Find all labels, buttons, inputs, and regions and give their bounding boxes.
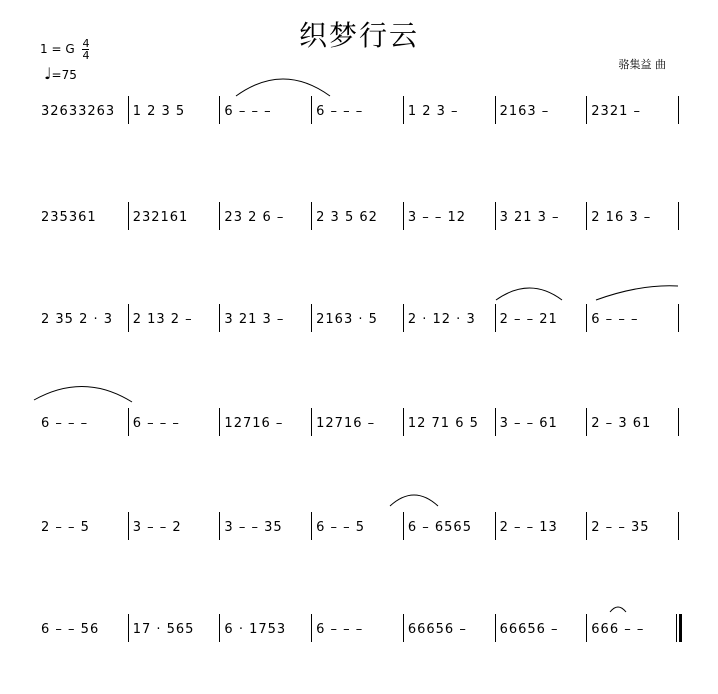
measure: [405, 614, 497, 654]
measure-notes: 232161: [132, 210, 189, 225]
music-line: [0, 408, 718, 448]
slur-mark: [496, 288, 562, 300]
measure-notes: 1 2 3 5: [132, 104, 186, 119]
measure: [38, 202, 130, 242]
measure-notes: 3 21 3 –: [224, 312, 285, 327]
barline: [311, 202, 312, 230]
measure: [38, 96, 130, 136]
measure: [497, 202, 589, 242]
barline: [219, 408, 220, 436]
measure-notes: 66656 –: [407, 622, 467, 637]
measure-notes: 17 · 565: [132, 622, 195, 637]
barline: [311, 408, 312, 436]
measure: [497, 408, 589, 448]
measure-notes: 12 71 6 5: [407, 416, 479, 431]
measure: [221, 304, 313, 344]
barline: [678, 304, 679, 332]
measure: [497, 304, 589, 344]
measure-notes: 66656 –: [499, 622, 559, 637]
measure-notes: 6 – – –: [591, 312, 639, 327]
measure-notes: 3 – – 12: [407, 210, 467, 225]
barline: [586, 408, 587, 436]
barline: [403, 408, 404, 436]
barline: [495, 96, 496, 124]
barline: [219, 96, 220, 124]
measure-notes: 12716 –: [316, 416, 376, 431]
barline: [495, 614, 496, 642]
measure-notes: 2 35 2 · 3: [41, 312, 114, 327]
measure: [38, 408, 130, 448]
measure-notes: 2 · 12 · 3: [407, 312, 476, 327]
measure-notes: 2 – – 13: [499, 520, 558, 535]
fermata-mark: [610, 607, 626, 612]
measure: [588, 96, 680, 136]
measure: [313, 614, 405, 654]
final-barline: [676, 614, 682, 642]
barline: [495, 304, 496, 332]
barline: [586, 614, 587, 642]
barline: [678, 202, 679, 230]
tempo-value: =75: [51, 68, 77, 82]
barline: [586, 96, 587, 124]
measure-notes: 666 – –: [591, 622, 645, 637]
measure: [38, 304, 130, 344]
measure-notes: 2 16 3 –: [591, 210, 652, 225]
barline: [403, 304, 404, 332]
measure: [405, 408, 497, 448]
measure: [497, 96, 589, 136]
barline: [403, 202, 404, 230]
measure: [588, 408, 680, 448]
key-label: 1 = G: [40, 42, 75, 56]
barline: [678, 96, 679, 124]
measure: [588, 304, 680, 344]
measure: [405, 512, 497, 552]
measure: [313, 202, 405, 242]
barline: [678, 408, 679, 436]
composer-credit: 骆集益 曲: [618, 58, 666, 71]
measure-notes: 2 – – 35: [591, 520, 650, 535]
measure-notes: 32633263: [41, 104, 116, 119]
measure: [130, 408, 222, 448]
music-line: [0, 512, 718, 552]
measure: [221, 512, 313, 552]
barline: [128, 202, 129, 230]
measure-notes: 6 – – –: [316, 104, 364, 119]
measure-notes: 3 – – 2: [132, 520, 182, 535]
barline: [495, 512, 496, 540]
measure: [588, 512, 680, 552]
measure: [497, 512, 589, 552]
barline: [128, 512, 129, 540]
tempo-marking: [44, 64, 77, 83]
measure-notes: 6 – – 5: [316, 520, 366, 535]
measure-notes: 6 – – –: [132, 416, 180, 431]
measure: [221, 202, 313, 242]
barline: [311, 304, 312, 332]
measure-notes: 3 21 3 –: [499, 210, 560, 225]
measure-notes: 2163 · 5: [316, 312, 378, 327]
measure-notes: 2 3 5 62: [316, 210, 378, 225]
measure: [130, 304, 222, 344]
slur-mark: [236, 79, 330, 96]
score-title: 织梦行云: [298, 19, 419, 52]
measure-notes: 6 – – –: [224, 104, 272, 119]
measure: [313, 304, 405, 344]
barline: [219, 202, 220, 230]
barline: [678, 512, 679, 540]
barline: [495, 408, 496, 436]
slur-mark: [390, 495, 438, 506]
measure: [221, 408, 313, 448]
barline: [586, 202, 587, 230]
barline: [128, 304, 129, 332]
music-line: [0, 614, 718, 654]
measure-notes: 6 · 1753: [224, 622, 287, 637]
measure-notes: 23 2 6 –: [224, 210, 285, 225]
barline: [403, 96, 404, 124]
measure-notes: 6 – – –: [316, 622, 364, 637]
measure: [405, 304, 497, 344]
slur-mark: [596, 286, 678, 300]
time-signature-bottom: 4: [82, 49, 90, 62]
measure: [313, 408, 405, 448]
music-line: [0, 304, 718, 344]
slur-mark: [34, 386, 132, 402]
key-signature: [40, 38, 89, 61]
measure-notes: 235361: [41, 210, 97, 225]
measure: [130, 96, 222, 136]
measure-notes: 12716 –: [224, 416, 284, 431]
measure-notes: 6 – – –: [41, 416, 89, 431]
measure: [221, 96, 313, 136]
measure-notes: 3 – – 61: [499, 416, 558, 431]
barline: [219, 614, 220, 642]
barline: [586, 512, 587, 540]
barline: [495, 202, 496, 230]
barline: [128, 96, 129, 124]
barline: [311, 512, 312, 540]
music-line: [0, 96, 718, 136]
measure: [130, 614, 222, 654]
music-line: [0, 202, 718, 242]
measure-notes: 2 – – 21: [499, 312, 558, 327]
barline: [219, 304, 220, 332]
barline: [403, 614, 404, 642]
measure: [130, 512, 222, 552]
measure: [130, 202, 222, 242]
measure-notes: 2163 –: [499, 104, 550, 119]
measure-notes: 2321 –: [591, 104, 641, 119]
measure: [588, 202, 680, 242]
time-signature: [82, 38, 89, 61]
measure: [405, 96, 497, 136]
barline: [128, 614, 129, 642]
barline: [403, 512, 404, 540]
measure: [405, 202, 497, 242]
measure: [38, 512, 130, 552]
measure-notes: 2 – – 5: [41, 520, 90, 535]
barline: [586, 304, 587, 332]
measure-notes: 1 2 3 –: [407, 104, 459, 119]
measure: [221, 614, 313, 654]
barline: [311, 96, 312, 124]
barline: [311, 614, 312, 642]
measure: [38, 614, 130, 654]
measure: [497, 614, 589, 654]
measure-notes: 3 – – 35: [224, 520, 283, 535]
measure-notes: 6 – – 56: [41, 622, 100, 637]
quarter-note-icon: ♩: [44, 64, 52, 83]
measure: [313, 96, 405, 136]
measure-notes: 6 – 6565: [407, 520, 472, 535]
barline: [219, 512, 220, 540]
barline: [128, 408, 129, 436]
measure: [588, 614, 680, 654]
measure: [313, 512, 405, 552]
measure-notes: 2 13 2 –: [132, 312, 193, 327]
time-signature-top: 4: [82, 37, 90, 50]
measure-notes: 2 – 3 61: [591, 416, 652, 431]
